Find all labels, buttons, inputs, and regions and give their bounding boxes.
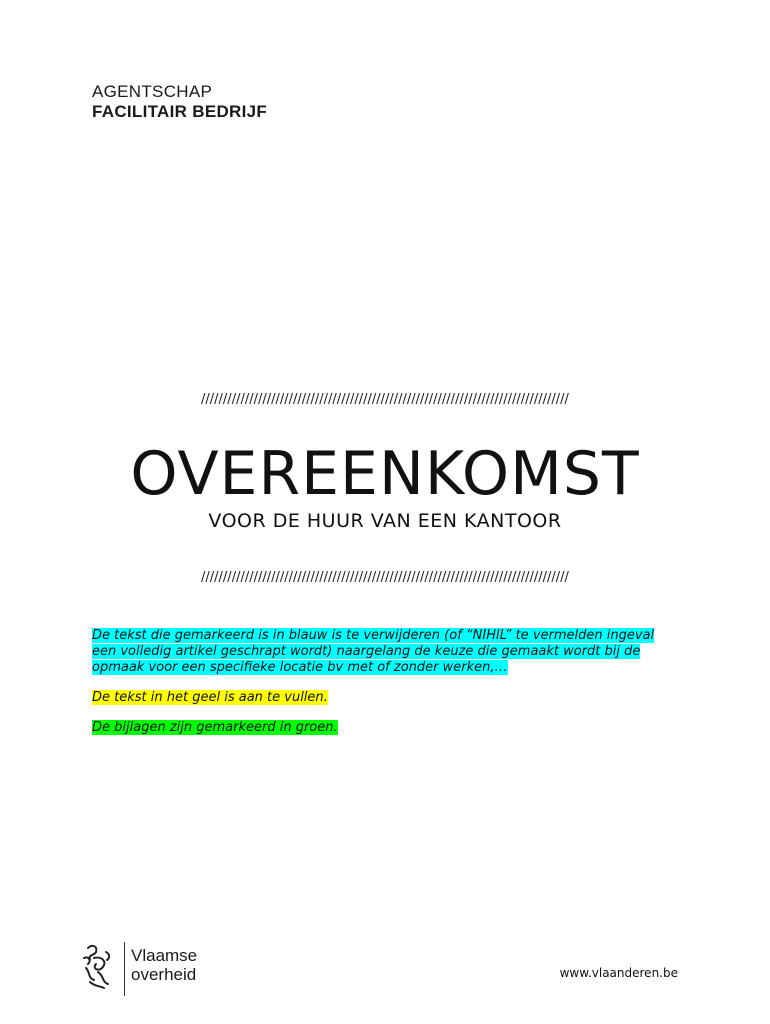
instruction-notes bbox=[92, 628, 662, 750]
separator-top: //////////////////////////////////////////////////////////////////////////////////// bbox=[201, 392, 569, 407]
vlaamse-overheid-logo bbox=[80, 942, 197, 996]
note-yellow-paragraph bbox=[92, 690, 662, 706]
separator-bottom: //////////////////////////////////////////////////////////////////////////////////// bbox=[201, 570, 569, 585]
logo-wordmark bbox=[131, 942, 197, 984]
note-green-paragraph bbox=[92, 720, 662, 736]
document-title: OVEREENKOMST bbox=[130, 439, 640, 509]
agency-header bbox=[92, 82, 267, 122]
document-subtitle: VOOR DE HUUR VAN EEN KANTOOR bbox=[208, 510, 562, 532]
note-blue-paragraph bbox=[92, 628, 662, 676]
note-green-highlight: De bijlagen zijn gemarkeerd in groen. bbox=[92, 720, 338, 735]
footer-url: www.vlaanderen.be bbox=[559, 966, 678, 980]
logo-line1: Vlaamse bbox=[131, 946, 198, 965]
logo-divider bbox=[124, 942, 125, 996]
note-yellow-highlight: De tekst in het geel is aan te vullen. bbox=[92, 690, 328, 705]
flemish-lion-icon bbox=[80, 942, 116, 990]
logo-line2: overheid bbox=[131, 965, 197, 984]
agency-name-line1: AGENTSCHAP bbox=[92, 82, 213, 101]
note-blue-highlight: De tekst die gemarkeerd is in blauw is te verwijderen (of “NIHIL” te vermelden ingeval een volledig artikel geschrapt wordt) naargelang de keuze die gemaakt wordt bij de opmaak voor een specifieke locatie bv met of zonder werken,… bbox=[92, 628, 655, 675]
agency-name-line2: FACILITAIR BEDRIJF bbox=[92, 102, 268, 121]
